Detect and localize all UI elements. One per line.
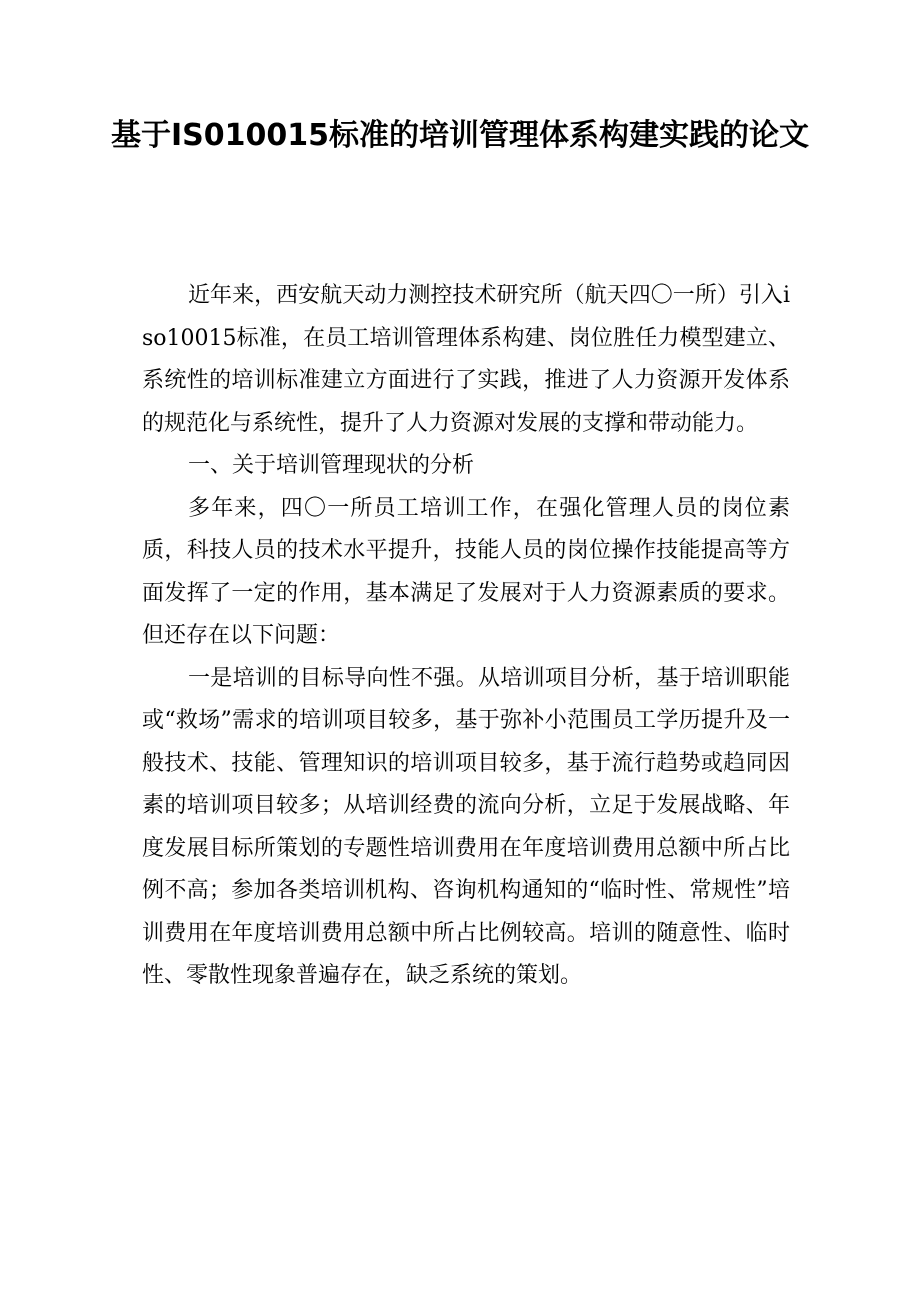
- document-body: [142, 275, 790, 998]
- section-heading-1: 一、关于培训管理现状的分析: [188, 453, 475, 478]
- paragraph-intro: 近年来，西安航天动力测控技术研究所（航天四〇一所）引入iso10015标准，在员工培训管理体系构建、岗位胜任力模型建立、系统性的培训标准建立方面进行了实践，推进了人力资源开发体系的规范化与系统性，提升了人力资源对发展的支撑和带动能力。: [142, 283, 790, 436]
- paragraph-status: 多年来，四〇一所员工培训工作，在强化管理人员的岗位素质，科技人员的技术水平提升，技能人员的岗位操作技能提高等方面发挥了一定的作用，基本满足了发展对于人力资源素质的要求。但还存在以下问题：: [142, 495, 790, 648]
- document-title: 基于IS010015标准的培训管理体系构建实践的论文: [110, 118, 809, 153]
- paragraph-problem-1: 一是培训的目标导向性不强。从培训项目分析，基于培训职能或“救场”需求的培训项目较多，基于弥补小范围员工学历提升及一般技术、技能、管理知识的培训项目较多，基于流行趋势或趋同因素的培训项目较多；从培训经费的流向分析，立足于发展战略、年度发展目标所策划的专题性培训费用在年度培训费用总额中所占比例不高；参加各类培训机构、咨询机构通知的“临时性、常规性”培训费用在年度培训费用总额中所占比例较高。培训的随意性、临时性、零散性现象普遍存在，缺乏系统的策划。: [142, 665, 790, 988]
